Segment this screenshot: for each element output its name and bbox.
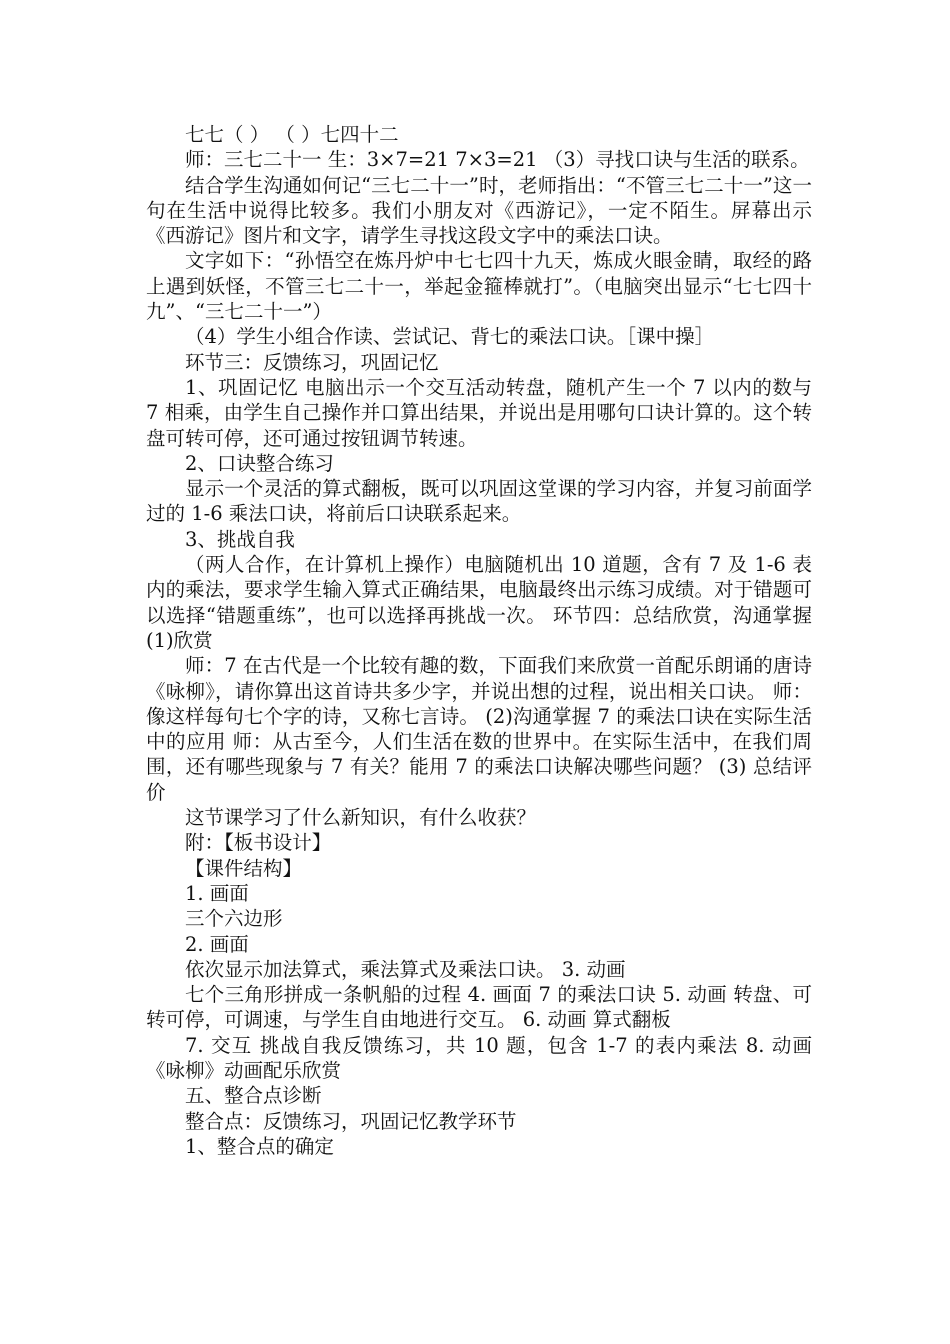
paragraph: 1、巩固记忆 电脑出示一个交互活动转盘，随机产生一个 7 以内的数与 7 相乘，由学生自己操作并口算出结果，并说出是用哪句口诀计算的。这个转盘可转可停，还可通过按钮调节转速。 [146, 375, 812, 450]
subheading: 2、口诀整合练习 [185, 451, 334, 475]
list-item: 依次显示加法算式，乘法算式及乘法口诀。 3. 动画 [185, 957, 626, 981]
section-heading: 五、整合点诊断 [185, 1084, 322, 1108]
subheading: 3、挑战自我 [185, 527, 295, 551]
paragraph: 七七（ ） （ ）七四十二 [185, 123, 399, 146]
list-item: 三个六边形 [185, 907, 283, 931]
paragraph: 这节课学习了什么新知识，有什么收获？ [185, 806, 537, 830]
paragraph: 【课件结构】 [185, 856, 303, 880]
paragraph: （两人合作，在计算机上操作）电脑随机出 10 道题，含有 7 及 1-6 表内的乘法，要求学生输入算式正确结果，电脑最终出示练习成绩。对于错题可以选择“错题重练”，也可以选择再挑战一次。 环节四：总结欣赏，沟通掌握 (1)欣赏 [146, 553, 812, 652]
list-item: 7. 交互 挑战自我反馈练习，共 10 题，包含 1-7 的表内乘法 8. 动画 《咏柳》动画配乐欣赏 [146, 1033, 812, 1082]
list-item: 1. 画面 [185, 881, 249, 905]
list-item: 2. 画面 [185, 932, 249, 956]
paragraph: 师：7 在古代是一个比较有趣的数，下面我们来欣赏一首配乐朗诵的唐诗《咏柳》，请你算出这首诗共多少字，并说出想的过程，说出相关口诀。 师：像这样每句七个字的诗，又称七言诗。 (2)沟通掌握 7 的乘法口诀在实际生活中的应用 师：从古至今，人们生活在数的世界中。在实际生活中，在我们周围，还有哪些现象与 7 有关？能用 7 的乘法口诀解决哪些问题？ (3) 总结评价 [146, 654, 812, 804]
paragraph: 附：【板书设计】 [185, 831, 332, 855]
paragraph: （4）学生小组合作读、尝试记、背七的乘法口诀。［课中操］ [185, 325, 715, 349]
paragraph: 结合学生沟通如何记“三七二十一”时，老师指出：“不管三七二十一”这一句在生活中说得比较多。我们小朋友对《西游记》，一定不陌生。屏幕出示《西游记》图片和文字，请学生寻找这段文字中的乘法口诀。 [146, 173, 812, 248]
paragraph: 文字如下：“孙悟空在炼丹炉中七七四十九天，炼成火眼金睛，取经的路上遇到妖怪，不管三七二十一，举起金箍棒就打”。（电脑突出显示“七七四十九”、“三七二十一”） [146, 249, 812, 324]
paragraph: 师：三七二十一 生：3×7=21 7×3=21 （3）寻找口诀与生活的联系。 [185, 148, 810, 172]
section-heading: 环节三：反馈练习，巩固记忆 [185, 350, 439, 374]
paragraph: 1、整合点的确定 [185, 1134, 334, 1158]
paragraph: 整合点：反馈练习，巩固记忆教学环节 [185, 1109, 517, 1133]
list-item: 七个三角形拼成一条帆船的过程 4. 画面 7 的乘法口诀 5. 动画 转盘、可转可停，可调速，与学生自由地进行交互。 6. 动画 算式翻板 [146, 983, 812, 1032]
paragraph: 显示一个灵活的算式翻板，既可以巩固这堂课的学习内容，并复习前面学过的 1-6 乘法口诀，将前后口诀联系起来。 [146, 477, 812, 526]
document-body [146, 122, 812, 1159]
